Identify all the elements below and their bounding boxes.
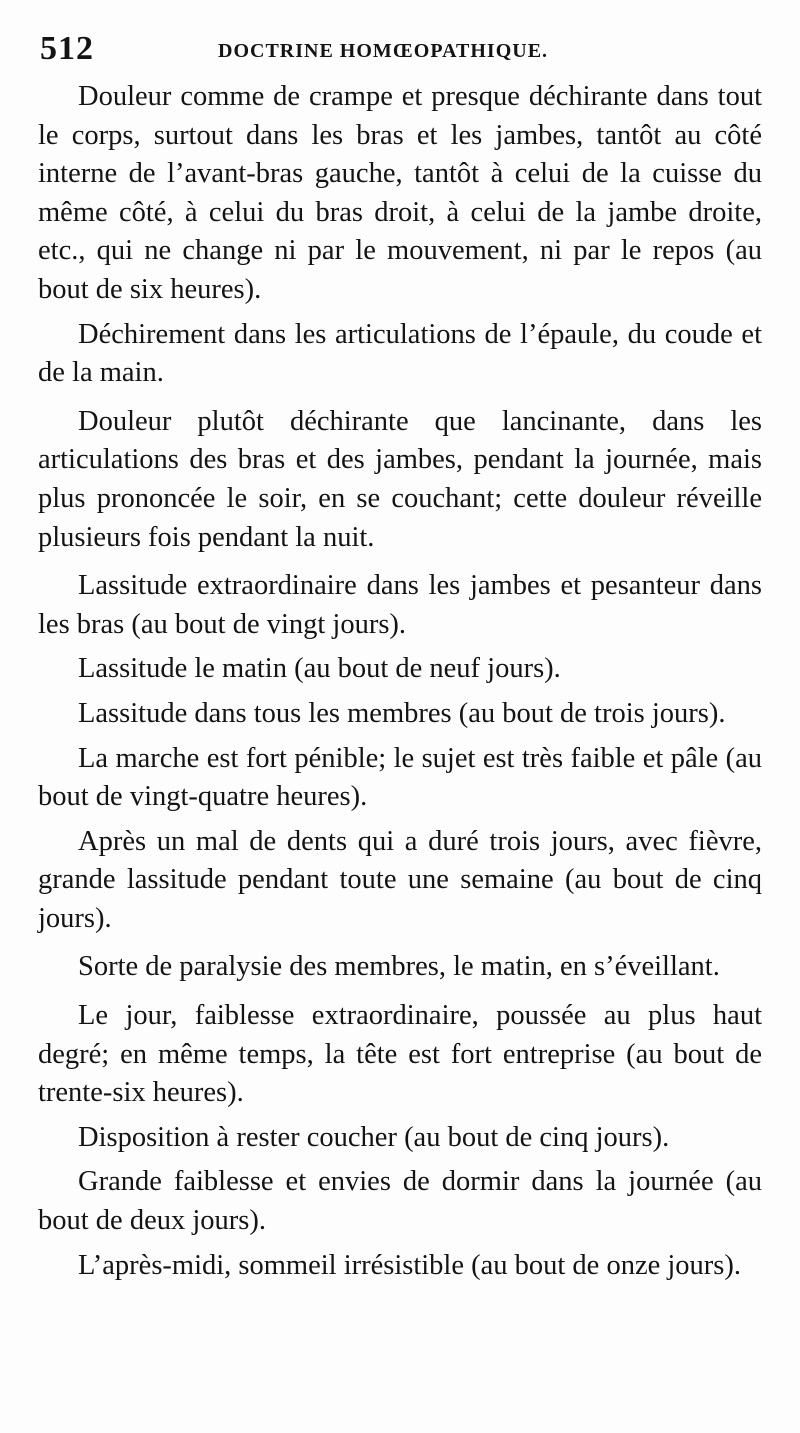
paragraph-6: Lassitude dans tous les membres (au bout de trois jours). — [78, 697, 726, 729]
page-header — [40, 30, 770, 70]
paragraph-1: Douleur comme de crampe et presque déchirante dans tout le corps, surtout dans les bras et les jambes, tantôt au côté interne de l’avant-bras gauche, tantôt à celui de la cuisse du même côté, à celui du bras droit, à celui de la jambe droite, etc., qui ne change ni par le mouvement, ni par le repos (au bout de six heures). — [38, 81, 762, 305]
running-title: DOCTRINE HOMŒOPATHIQUE. — [218, 40, 549, 62]
paragraph-11: Disposition à rester coucher (au bout de cinq jours). — [78, 1121, 670, 1153]
paragraph-2: Déchirement dans les articulations de l’épaule, du coude et de la main. — [38, 318, 762, 389]
paragraph-4: Lassitude extraordinaire dans les jambes et pesanteur dans les bras (au bout de vingt jours). — [38, 570, 762, 640]
paragraph-12: Grande faiblesse et envies de dormir dans la journée (au bout de deux jours). — [38, 1166, 762, 1237]
paragraph-10: Le jour, faiblesse extraordinaire, poussée au plus haut degré; en même temps, la tête est fort entreprise (au bout de trente-six heures). — [38, 1000, 762, 1109]
body-text — [38, 78, 762, 1285]
paragraph-9: Sorte de paralysie des membres, le matin, en s’éveillant. — [78, 951, 720, 983]
paragraph-5: Lassitude le matin (au bout de neuf jours). — [78, 653, 561, 685]
paragraph-8: Après un mal de dents qui a duré trois jours, avec fièvre, grande lassitude pendant toute une semaine (au bout de cinq jours). — [38, 825, 762, 934]
paragraph-7: La marche est fort pénible; le sujet est très faible et pâle (au bout de vingt-quatre heures). — [38, 742, 762, 813]
paragraph-3: Douleur plutôt déchirante que lancinante, dans les articulations des bras et des jambes, pendant la journée, mais plus prononcée le soir, en se couchant; cette douleur réveille plusieurs fois pendant la nuit. — [38, 405, 762, 553]
paragraph-13: L’après-midi, sommeil irrésistible (au bout de onze jours). — [78, 1249, 742, 1281]
page-number: 512 — [40, 30, 94, 67]
